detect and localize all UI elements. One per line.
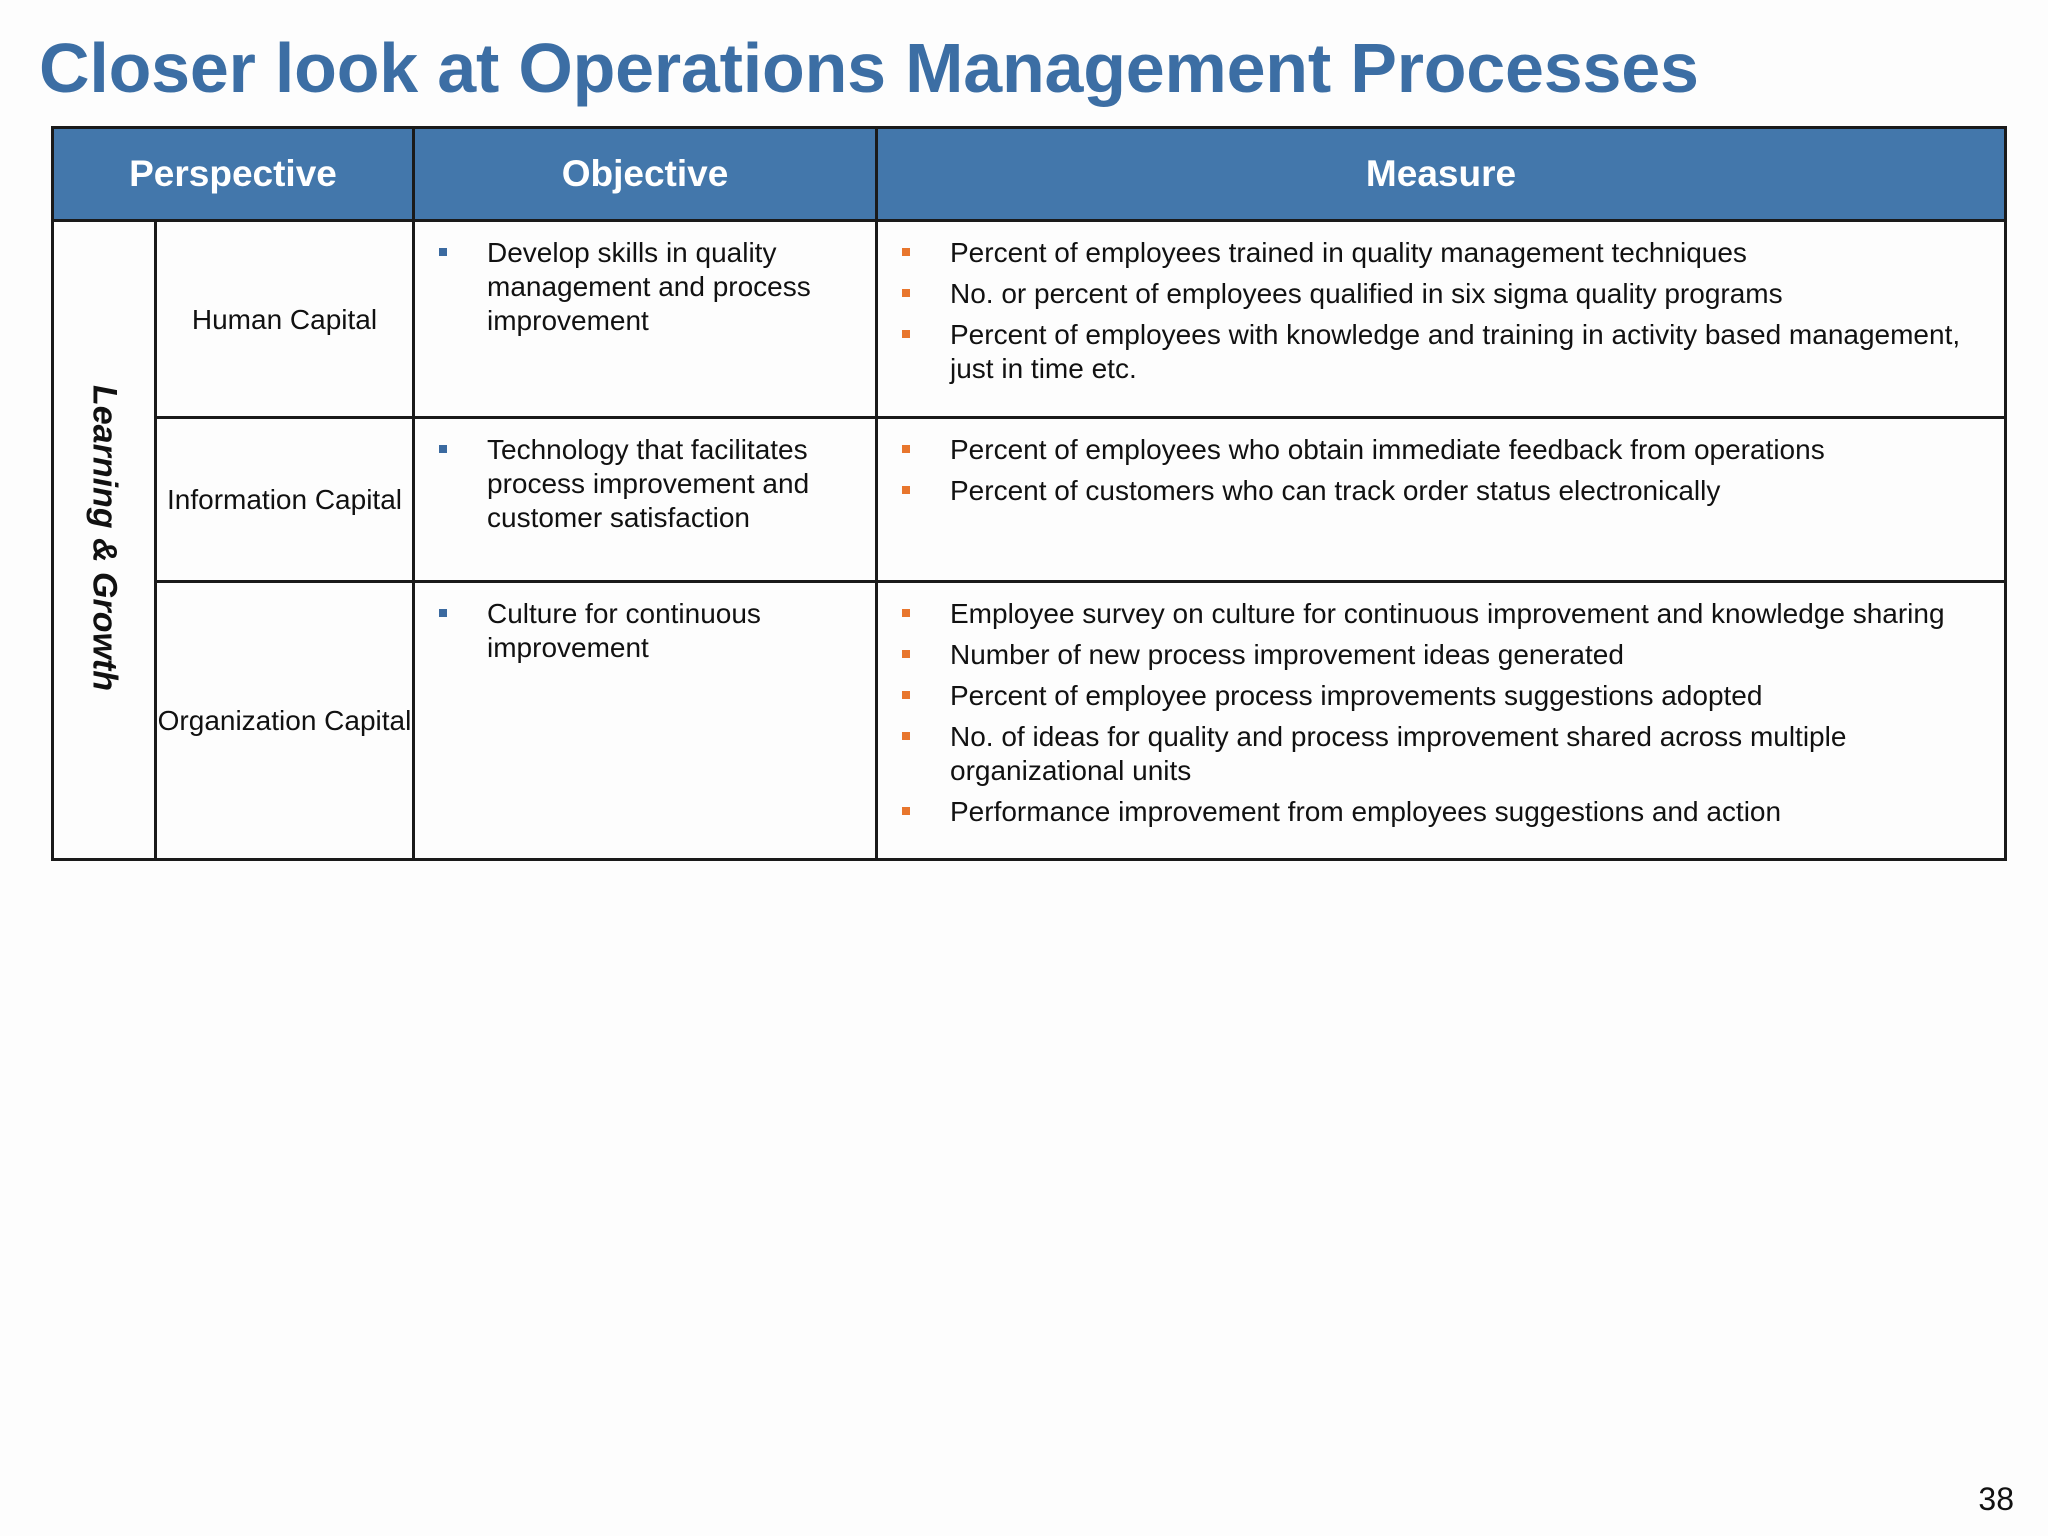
table-row: [53, 418, 2006, 582]
subperspective-information-capital: Information Capital: [156, 418, 414, 582]
header-objective: Objective: [414, 128, 877, 221]
square-bullet-icon: [902, 289, 910, 297]
square-bullet-icon: [902, 807, 910, 815]
header-measure: Measure: [877, 128, 2006, 221]
objective-cell: [414, 582, 877, 860]
square-bullet-icon: [902, 248, 910, 256]
square-bullet-icon: [902, 486, 910, 494]
list-item: Percent of customers who can track order status electronically: [950, 474, 1980, 508]
square-bullet-icon: [902, 732, 910, 740]
measure-cell: [877, 418, 2006, 582]
perspective-label: Learning & Growth: [85, 384, 124, 691]
header-row: [53, 128, 2006, 221]
list-item: Percent of employees with knowledge and training in activity based management, just in time etc.: [950, 318, 1980, 386]
list-item: Performance improvement from employees suggestions and action: [950, 795, 1980, 829]
subperspective-organization-capital: Organization Capital: [156, 582, 414, 860]
list-item: Percent of employees who obtain immediate feedback from operations: [950, 433, 1980, 467]
square-bullet-icon: [439, 248, 447, 256]
measure-list: [878, 419, 2004, 508]
list-item: No. or percent of employees qualified in six sigma quality programs: [950, 277, 1980, 311]
slide-title: Closer look at Operations Management Processes: [39, 29, 1699, 107]
objective-cell: [414, 418, 877, 582]
scorecard-table: [51, 126, 2007, 861]
table-row: [53, 221, 2006, 418]
objective-list: [415, 419, 875, 535]
subperspective-human-capital: Human Capital: [156, 221, 414, 418]
list-item: Employee survey on culture for continuous improvement and knowledge sharing: [950, 597, 1980, 631]
table-row: [53, 582, 2006, 860]
measure-list: [878, 222, 2004, 386]
square-bullet-icon: [902, 650, 910, 658]
measure-cell: [877, 582, 2006, 860]
square-bullet-icon: [902, 609, 910, 617]
list-item: Percent of employee process improvements suggestions adopted: [950, 679, 1980, 713]
page-number: 38: [1978, 1481, 2014, 1517]
header-perspective: Perspective: [53, 128, 414, 221]
objective-list: [415, 583, 875, 665]
list-item: Technology that facilitates process improvement and customer satisfaction: [487, 433, 851, 535]
square-bullet-icon: [902, 445, 910, 453]
measure-cell: [877, 221, 2006, 418]
objective-list: [415, 222, 875, 338]
list-item: Number of new process improvement ideas generated: [950, 638, 1980, 672]
list-item: Develop skills in quality management and process improvement: [487, 236, 851, 338]
objective-cell: [414, 221, 877, 418]
measure-list: [878, 583, 2004, 829]
square-bullet-icon: [902, 691, 910, 699]
square-bullet-icon: [439, 445, 447, 453]
perspective-cell: [53, 221, 156, 860]
list-item: No. of ideas for quality and process improvement shared across multiple organizational units: [950, 720, 1980, 788]
list-item: Culture for continuous improvement: [487, 597, 851, 665]
square-bullet-icon: [902, 330, 910, 338]
square-bullet-icon: [439, 609, 447, 617]
list-item: Percent of employees trained in quality management techniques: [950, 236, 1980, 270]
